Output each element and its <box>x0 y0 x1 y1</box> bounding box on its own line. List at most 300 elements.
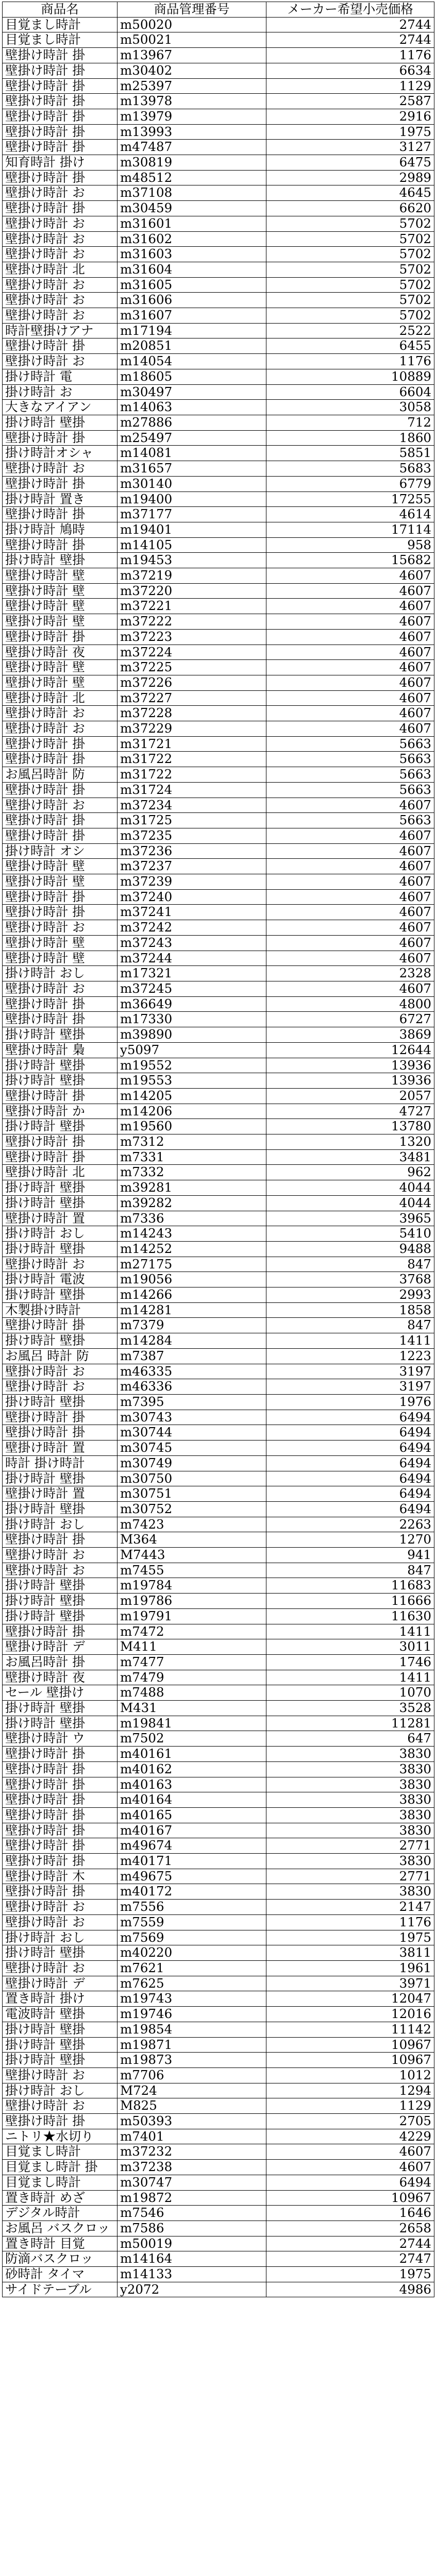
retail-price-cell[interactable]: 6634 <box>266 63 434 78</box>
table-row[interactable] <box>3 874 434 890</box>
table-row[interactable] <box>3 1930 434 1945</box>
product-name-cell[interactable]: 目覚まし時計 掛 <box>3 2160 118 2175</box>
table-row[interactable] <box>3 1149 434 1165</box>
product-code-cell[interactable]: m37235 <box>118 828 266 843</box>
product-code-cell[interactable]: m19401 <box>118 522 266 537</box>
product-name-cell[interactable]: 壁掛け時計 壁 <box>3 614 118 630</box>
product-name-cell[interactable]: 壁掛け時計 梟 <box>3 1042 118 1058</box>
retail-price-cell[interactable]: 1411 <box>266 1670 434 1685</box>
product-name-cell[interactable]: 壁掛け時計 掛 <box>3 78 118 94</box>
table-row[interactable] <box>3 1012 434 1027</box>
product-code-cell[interactable]: y2072 <box>118 2282 266 2297</box>
product-name-cell[interactable]: 目覚まし時計 <box>3 17 118 32</box>
product-name-cell[interactable]: 壁掛け時計 掛 <box>3 109 118 124</box>
retail-price-cell[interactable]: 847 <box>266 1318 434 1333</box>
product-name-cell[interactable]: 壁掛け時計 お <box>3 1563 118 1578</box>
product-name-cell[interactable]: 壁掛け時計 掛 <box>3 1532 118 1548</box>
retail-price-cell[interactable]: 3481 <box>266 1149 434 1165</box>
table-row[interactable] <box>3 1563 434 1578</box>
retail-price-cell[interactable]: 2263 <box>266 1517 434 1532</box>
product-name-cell[interactable]: 壁掛け時計 お <box>3 2098 118 2114</box>
product-name-cell[interactable]: 壁掛け時計 壁 <box>3 874 118 890</box>
product-name-cell[interactable]: 掛け時計 おし <box>3 1930 118 1945</box>
table-row[interactable] <box>3 308 434 324</box>
retail-price-cell[interactable]: 3768 <box>266 1272 434 1287</box>
table-row[interactable] <box>3 109 434 124</box>
product-name-cell[interactable]: 壁掛け時計 掛 <box>3 1318 118 1333</box>
product-code-cell[interactable]: m39282 <box>118 1195 266 1211</box>
product-code-cell[interactable]: m30819 <box>118 155 266 171</box>
retail-price-cell[interactable]: 3830 <box>266 1777 434 1792</box>
product-code-cell[interactable]: m31602 <box>118 231 266 247</box>
table-row[interactable] <box>3 782 434 798</box>
table-row[interactable] <box>3 1532 434 1548</box>
product-code-cell[interactable]: m7546 <box>118 2206 266 2221</box>
product-name-cell[interactable]: 掛け時計 壁掛 <box>3 1058 118 1073</box>
table-row[interactable] <box>3 1914 434 1930</box>
table-row[interactable] <box>3 2022 434 2037</box>
product-name-cell[interactable]: 掛け時計 おし <box>3 966 118 981</box>
retail-price-cell[interactable]: 11666 <box>266 1594 434 1609</box>
retail-price-cell[interactable]: 2147 <box>266 1900 434 1915</box>
product-code-cell[interactable]: m7706 <box>118 2067 266 2083</box>
product-code-cell[interactable]: m37241 <box>118 905 266 920</box>
product-code-cell[interactable]: m7569 <box>118 1930 266 1945</box>
product-code-cell[interactable]: m7502 <box>118 1731 266 1747</box>
table-row[interactable] <box>3 1761 434 1777</box>
product-name-cell[interactable]: 壁掛け時計 掛 <box>3 140 118 155</box>
retail-price-cell[interactable]: 10967 <box>266 2053 434 2068</box>
product-name-cell[interactable]: 壁掛け時計 掛 <box>3 1838 118 1854</box>
table-row[interactable] <box>3 400 434 415</box>
retail-price-cell[interactable]: 3830 <box>266 1823 434 1838</box>
product-code-cell[interactable]: m31725 <box>118 813 266 828</box>
product-code-cell[interactable]: m37226 <box>118 675 266 690</box>
retail-price-cell[interactable]: 962 <box>266 1165 434 1180</box>
retail-price-cell[interactable]: 1223 <box>266 1348 434 1364</box>
product-code-cell[interactable]: m39281 <box>118 1180 266 1196</box>
table-row[interactable] <box>3 1501 434 1517</box>
table-row[interactable] <box>3 1425 434 1440</box>
product-name-cell[interactable]: 木製掛け時計 <box>3 1302 118 1318</box>
product-code-cell[interactable]: m7488 <box>118 1685 266 1701</box>
product-code-cell[interactable]: m19791 <box>118 1608 266 1624</box>
table-row[interactable] <box>3 2160 434 2175</box>
retail-price-cell[interactable]: 4607 <box>266 2160 434 2175</box>
retail-price-cell[interactable]: 5702 <box>266 293 434 308</box>
retail-price-cell[interactable]: 10889 <box>266 369 434 384</box>
product-code-cell[interactable]: m31606 <box>118 293 266 308</box>
product-code-cell[interactable]: m19553 <box>118 1073 266 1089</box>
retail-price-cell[interactable]: 4645 <box>266 185 434 201</box>
table-row[interactable] <box>3 1884 434 1900</box>
table-row[interactable] <box>3 2282 434 2297</box>
product-code-cell[interactable]: m19056 <box>118 1272 266 1287</box>
retail-price-cell[interactable]: 4607 <box>266 583 434 599</box>
table-row[interactable] <box>3 17 434 32</box>
table-row[interactable] <box>3 1471 434 1486</box>
product-code-cell[interactable]: m31722 <box>118 752 266 767</box>
product-code-cell[interactable]: m40162 <box>118 1761 266 1777</box>
table-row[interactable] <box>3 1195 434 1211</box>
product-code-cell[interactable]: m37239 <box>118 874 266 890</box>
retail-price-cell[interactable]: 5663 <box>266 813 434 828</box>
table-row[interactable] <box>3 2007 434 2022</box>
table-row[interactable] <box>3 1379 434 1395</box>
table-row[interactable] <box>3 1134 434 1150</box>
table-row[interactable] <box>3 2037 434 2053</box>
table-row[interactable] <box>3 32 434 48</box>
product-code-cell[interactable]: m37229 <box>118 721 266 737</box>
table-row[interactable] <box>3 1608 434 1624</box>
table-row[interactable] <box>3 1854 434 1869</box>
product-code-cell[interactable]: m7455 <box>118 1563 266 1578</box>
product-name-cell[interactable]: 壁掛け時計 お <box>3 981 118 997</box>
table-row[interactable] <box>3 155 434 171</box>
table-row[interactable] <box>3 1961 434 1976</box>
table-row[interactable] <box>3 951 434 966</box>
product-name-cell[interactable]: 壁掛け時計 掛 <box>3 996 118 1012</box>
table-row[interactable] <box>3 1455 434 1471</box>
table-row[interactable] <box>3 2206 434 2221</box>
product-code-cell[interactable]: M825 <box>118 2098 266 2114</box>
retail-price-cell[interactable]: 3830 <box>266 1854 434 1869</box>
product-code-cell[interactable]: m14205 <box>118 1088 266 1104</box>
table-row[interactable] <box>3 1073 434 1089</box>
retail-price-cell[interactable]: 13936 <box>266 1073 434 1089</box>
product-name-cell[interactable]: 壁掛け時計 掛 <box>3 338 118 354</box>
product-code-cell[interactable]: m7423 <box>118 1517 266 1532</box>
table-row[interactable] <box>3 507 434 522</box>
retail-price-cell[interactable]: 1270 <box>266 1532 434 1548</box>
table-row[interactable] <box>3 185 434 201</box>
retail-price-cell[interactable]: 2744 <box>266 32 434 48</box>
retail-price-cell[interactable]: 1961 <box>266 1961 434 1976</box>
product-name-cell[interactable]: 壁掛け時計 掛 <box>3 507 118 522</box>
retail-price-cell[interactable]: 3830 <box>266 1807 434 1823</box>
retail-price-cell[interactable]: 10967 <box>266 2037 434 2053</box>
retail-price-cell[interactable]: 2658 <box>266 2221 434 2236</box>
product-name-cell[interactable]: 掛け時計 電 <box>3 369 118 384</box>
product-code-cell[interactable]: m37244 <box>118 951 266 966</box>
retail-price-cell[interactable]: 4607 <box>266 981 434 997</box>
retail-price-cell[interactable]: 941 <box>266 1548 434 1563</box>
retail-price-cell[interactable]: 712 <box>266 415 434 430</box>
product-name-cell[interactable]: 掛け時計 壁掛 <box>3 1701 118 1716</box>
product-code-cell[interactable]: m31604 <box>118 262 266 277</box>
retail-price-cell[interactable]: 5663 <box>266 782 434 798</box>
product-name-cell[interactable]: 壁掛け時計 掛 <box>3 124 118 140</box>
product-name-cell[interactable]: 掛け時計 壁掛 <box>3 1578 118 1594</box>
table-row[interactable] <box>3 140 434 155</box>
product-code-cell[interactable]: m46336 <box>118 1379 266 1395</box>
product-name-cell[interactable]: 壁掛け時計 お <box>3 216 118 231</box>
product-name-cell[interactable]: 置き時計 掛け <box>3 1991 118 2007</box>
retail-price-cell[interactable]: 15682 <box>266 553 434 568</box>
product-code-cell[interactable]: m13967 <box>118 48 266 63</box>
product-name-cell[interactable]: 掛け時計 壁掛 <box>3 1716 118 1731</box>
product-name-cell[interactable]: 壁掛け時計 お <box>3 920 118 936</box>
retail-price-cell[interactable]: 3971 <box>266 1976 434 1991</box>
product-code-cell[interactable]: m19743 <box>118 1991 266 2007</box>
table-row[interactable] <box>3 2221 434 2236</box>
product-name-cell[interactable]: 掛け時計 置き <box>3 492 118 507</box>
table-row[interactable] <box>3 843 434 859</box>
product-code-cell[interactable]: y5097 <box>118 1042 266 1058</box>
table-row[interactable] <box>3 1624 434 1639</box>
product-code-cell[interactable]: m39890 <box>118 1027 266 1043</box>
product-code-cell[interactable]: m37228 <box>118 706 266 721</box>
retail-price-cell[interactable]: 1858 <box>266 1302 434 1318</box>
table-row[interactable] <box>3 1945 434 1961</box>
product-code-cell[interactable]: m7401 <box>118 2129 266 2144</box>
product-name-cell[interactable]: 壁掛け時計 お <box>3 354 118 369</box>
product-code-cell[interactable]: m14054 <box>118 354 266 369</box>
product-code-cell[interactable]: M724 <box>118 2083 266 2098</box>
product-name-cell[interactable]: 掛け時計 壁掛 <box>3 1027 118 1043</box>
table-row[interactable] <box>3 1364 434 1379</box>
product-code-cell[interactable]: m19841 <box>118 1716 266 1731</box>
retail-price-cell[interactable]: 4986 <box>266 2282 434 2297</box>
product-name-cell[interactable]: 壁掛け時計 北 <box>3 262 118 277</box>
retail-price-cell[interactable]: 1646 <box>266 2206 434 2221</box>
retail-price-cell[interactable]: 11630 <box>266 1608 434 1624</box>
product-name-cell[interactable]: 掛け時計 壁掛 <box>3 1333 118 1349</box>
retail-price-cell[interactable]: 3197 <box>266 1364 434 1379</box>
retail-price-cell[interactable]: 1975 <box>266 124 434 140</box>
table-row[interactable] <box>3 1869 434 1884</box>
product-name-cell[interactable]: お風呂 バスクロッ <box>3 2221 118 2236</box>
product-name-cell[interactable]: 壁掛け時計 掛 <box>3 889 118 905</box>
product-code-cell[interactable]: m37242 <box>118 920 266 936</box>
product-name-cell[interactable]: 掛け時計 壁掛 <box>3 2022 118 2037</box>
table-row[interactable] <box>3 1670 434 1685</box>
product-code-cell[interactable]: m50393 <box>118 2114 266 2129</box>
retail-price-cell[interactable]: 2057 <box>266 1088 434 1104</box>
product-name-cell[interactable]: 壁掛け時計 壁 <box>3 660 118 675</box>
table-row[interactable] <box>3 1165 434 1180</box>
table-row[interactable] <box>3 1226 434 1242</box>
product-name-cell[interactable]: 壁掛け時計 置 <box>3 1440 118 1456</box>
table-row[interactable] <box>3 492 434 507</box>
product-name-cell[interactable]: 壁掛け時計 掛 <box>3 1884 118 1900</box>
retail-price-cell[interactable]: 5702 <box>266 277 434 293</box>
product-name-cell[interactable]: 壁掛け時計 壁 <box>3 675 118 690</box>
table-row[interactable] <box>3 1976 434 1991</box>
retail-price-cell[interactable]: 6494 <box>266 1410 434 1425</box>
product-code-cell[interactable]: m19746 <box>118 2007 266 2022</box>
product-name-cell[interactable]: 壁掛け時計 掛 <box>3 1425 118 1440</box>
product-name-cell[interactable]: お風呂時計 防 <box>3 767 118 783</box>
product-code-cell[interactable]: m50021 <box>118 32 266 48</box>
table-row[interactable] <box>3 1104 434 1119</box>
table-row[interactable] <box>3 338 434 354</box>
product-code-cell[interactable]: m7625 <box>118 1976 266 1991</box>
product-name-cell[interactable]: 壁掛け時計 お <box>3 721 118 737</box>
table-row[interactable] <box>3 1716 434 1731</box>
retail-price-cell[interactable]: 1860 <box>266 430 434 446</box>
product-name-cell[interactable]: 掛け時計 壁掛 <box>3 1073 118 1089</box>
product-code-cell[interactable]: m14252 <box>118 1241 266 1257</box>
retail-price-cell[interactable]: 4614 <box>266 507 434 522</box>
retail-price-cell[interactable]: 1129 <box>266 78 434 94</box>
table-row[interactable] <box>3 920 434 936</box>
product-name-cell[interactable]: 大きなアイアン <box>3 400 118 415</box>
product-name-cell[interactable]: 時計壁掛けアナ <box>3 323 118 338</box>
table-row[interactable] <box>3 1440 434 1456</box>
table-row[interactable] <box>3 2175 434 2190</box>
product-code-cell[interactable]: m37236 <box>118 843 266 859</box>
product-code-cell[interactable]: m13993 <box>118 124 266 140</box>
product-code-cell[interactable]: m14164 <box>118 2251 266 2267</box>
product-name-cell[interactable]: 壁掛け時計 お <box>3 1961 118 1976</box>
table-row[interactable] <box>3 461 434 477</box>
product-name-cell[interactable]: 壁掛け時計 掛 <box>3 1088 118 1104</box>
product-code-cell[interactable]: m7472 <box>118 1624 266 1639</box>
product-name-cell[interactable]: 掛け時計 電波 <box>3 1272 118 1287</box>
product-code-cell[interactable]: m30752 <box>118 1501 266 1517</box>
product-name-cell[interactable]: 壁掛け時計 掛 <box>3 1854 118 1869</box>
table-row[interactable] <box>3 323 434 338</box>
product-name-cell[interactable]: 壁掛け時計 壁 <box>3 859 118 874</box>
product-name-cell[interactable]: 砂時計 タイマ <box>3 2267 118 2282</box>
product-name-cell[interactable]: 壁掛け時計 掛 <box>3 1747 118 1762</box>
table-row[interactable] <box>3 614 434 630</box>
table-row[interactable] <box>3 675 434 690</box>
product-name-cell[interactable]: 壁掛け時計 壁 <box>3 951 118 966</box>
table-row[interactable] <box>3 1058 434 1073</box>
product-code-cell[interactable]: m30751 <box>118 1486 266 1502</box>
retail-price-cell[interactable]: 2993 <box>266 1287 434 1303</box>
retail-price-cell[interactable]: 647 <box>266 1731 434 1747</box>
table-row[interactable] <box>3 1654 434 1670</box>
product-code-cell[interactable]: m19552 <box>118 1058 266 1073</box>
product-name-cell[interactable]: 掛け時計 オシ <box>3 843 118 859</box>
table-row[interactable] <box>3 813 434 828</box>
retail-price-cell[interactable]: 4607 <box>266 951 434 966</box>
retail-price-cell[interactable]: 3830 <box>266 1792 434 1808</box>
product-name-cell[interactable]: 壁掛け時計 お <box>3 277 118 293</box>
retail-price-cell[interactable]: 2522 <box>266 323 434 338</box>
table-row[interactable] <box>3 1272 434 1287</box>
product-name-cell[interactable]: 壁掛け時計 お <box>3 1914 118 1930</box>
retail-price-cell[interactable]: 3197 <box>266 1379 434 1395</box>
table-row[interactable] <box>3 1792 434 1808</box>
table-row[interactable] <box>3 369 434 384</box>
retail-price-cell[interactable]: 1294 <box>266 2083 434 2098</box>
table-row[interactable] <box>3 1287 434 1303</box>
retail-price-cell[interactable]: 3528 <box>266 1701 434 1716</box>
retail-price-cell[interactable]: 4607 <box>266 706 434 721</box>
table-row[interactable] <box>3 568 434 584</box>
product-code-cell[interactable]: m37234 <box>118 798 266 813</box>
product-code-cell[interactable]: m37237 <box>118 859 266 874</box>
table-row[interactable] <box>3 94 434 109</box>
product-code-cell[interactable]: m7331 <box>118 1149 266 1165</box>
retail-price-cell[interactable]: 2705 <box>266 2114 434 2129</box>
table-row[interactable] <box>3 2129 434 2144</box>
product-name-cell[interactable]: 目覚まし時計 <box>3 2144 118 2160</box>
product-name-cell[interactable]: 壁掛け時計 壁 <box>3 583 118 599</box>
product-code-cell[interactable]: m14206 <box>118 1104 266 1119</box>
retail-price-cell[interactable]: 4607 <box>266 828 434 843</box>
retail-price-cell[interactable]: 958 <box>266 537 434 553</box>
product-code-cell[interactable]: m19854 <box>118 2022 266 2037</box>
product-code-cell[interactable]: m14243 <box>118 1226 266 1242</box>
product-name-cell[interactable]: 壁掛け時計 壁 <box>3 599 118 614</box>
table-row[interactable] <box>3 767 434 783</box>
product-name-cell[interactable]: 壁掛け時計 掛 <box>3 1792 118 1808</box>
product-code-cell[interactable]: m37238 <box>118 2160 266 2175</box>
product-name-cell[interactable]: 置き時計 目覚 <box>3 2236 118 2251</box>
product-name-cell[interactable]: 掛け時計 壁掛 <box>3 1945 118 1961</box>
product-code-cell[interactable]: m31721 <box>118 736 266 752</box>
product-code-cell[interactable]: m7479 <box>118 1670 266 1685</box>
product-name-cell[interactable]: 掛け時計 壁掛 <box>3 1195 118 1211</box>
retail-price-cell[interactable]: 5702 <box>266 216 434 231</box>
product-code-cell[interactable]: m31607 <box>118 308 266 324</box>
retail-price-cell[interactable]: 4607 <box>266 675 434 690</box>
product-name-cell[interactable]: 掛け時計 壁掛 <box>3 1394 118 1410</box>
retail-price-cell[interactable]: 4727 <box>266 1104 434 1119</box>
product-name-cell[interactable]: セール 壁掛け <box>3 1685 118 1701</box>
product-code-cell[interactable]: m7586 <box>118 2221 266 2236</box>
product-name-cell[interactable]: 掛け時計 お <box>3 384 118 400</box>
table-row[interactable] <box>3 476 434 492</box>
table-row[interactable] <box>3 1394 434 1410</box>
product-name-cell[interactable]: 壁掛け時計 掛 <box>3 813 118 828</box>
retail-price-cell[interactable]: 5702 <box>266 231 434 247</box>
product-code-cell[interactable]: m31722 <box>118 767 266 783</box>
table-row[interactable] <box>3 1823 434 1838</box>
product-name-cell[interactable]: 壁掛け時計 お <box>3 1364 118 1379</box>
product-code-cell[interactable]: m37108 <box>118 185 266 201</box>
retail-price-cell[interactable]: 12644 <box>266 1042 434 1058</box>
header-product-code[interactable]: 商品管理番号 <box>118 2 266 18</box>
product-code-cell[interactable]: m40165 <box>118 1807 266 1823</box>
product-code-cell[interactable]: m14063 <box>118 400 266 415</box>
table-row[interactable] <box>3 645 434 660</box>
table-row[interactable] <box>3 690 434 706</box>
product-name-cell[interactable]: サイドテーブル <box>3 2282 118 2297</box>
product-code-cell[interactable]: m14133 <box>118 2267 266 2282</box>
product-code-cell[interactable]: m40161 <box>118 1747 266 1762</box>
product-name-cell[interactable]: 壁掛け時計 お <box>3 706 118 721</box>
retail-price-cell[interactable]: 1411 <box>266 1624 434 1639</box>
product-name-cell[interactable]: 壁掛け時計 お <box>3 1548 118 1563</box>
retail-price-cell[interactable]: 12047 <box>266 1991 434 2007</box>
retail-price-cell[interactable]: 12016 <box>266 2007 434 2022</box>
table-row[interactable] <box>3 583 434 599</box>
table-row[interactable] <box>3 537 434 553</box>
product-name-cell[interactable]: 壁掛け時計 掛 <box>3 94 118 109</box>
retail-price-cell[interactable]: 4607 <box>266 721 434 737</box>
product-name-cell[interactable]: デジタル時計 <box>3 2206 118 2221</box>
table-row[interactable] <box>3 981 434 997</box>
table-row[interactable] <box>3 966 434 981</box>
product-name-cell[interactable]: 掛け時計 壁掛 <box>3 1241 118 1257</box>
product-name-cell[interactable]: 置き時計 めざ <box>3 2190 118 2206</box>
product-code-cell[interactable]: m19786 <box>118 1594 266 1609</box>
table-row[interactable] <box>3 446 434 461</box>
product-code-cell[interactable]: m17330 <box>118 1012 266 1027</box>
retail-price-cell[interactable]: 6494 <box>266 1455 434 1471</box>
product-code-cell[interactable]: m14281 <box>118 1302 266 1318</box>
product-code-cell[interactable]: m7621 <box>118 1961 266 1976</box>
table-row[interactable] <box>3 553 434 568</box>
product-name-cell[interactable]: 電波時計 壁掛 <box>3 2007 118 2022</box>
product-name-cell[interactable]: 壁掛け時計 掛 <box>3 752 118 767</box>
